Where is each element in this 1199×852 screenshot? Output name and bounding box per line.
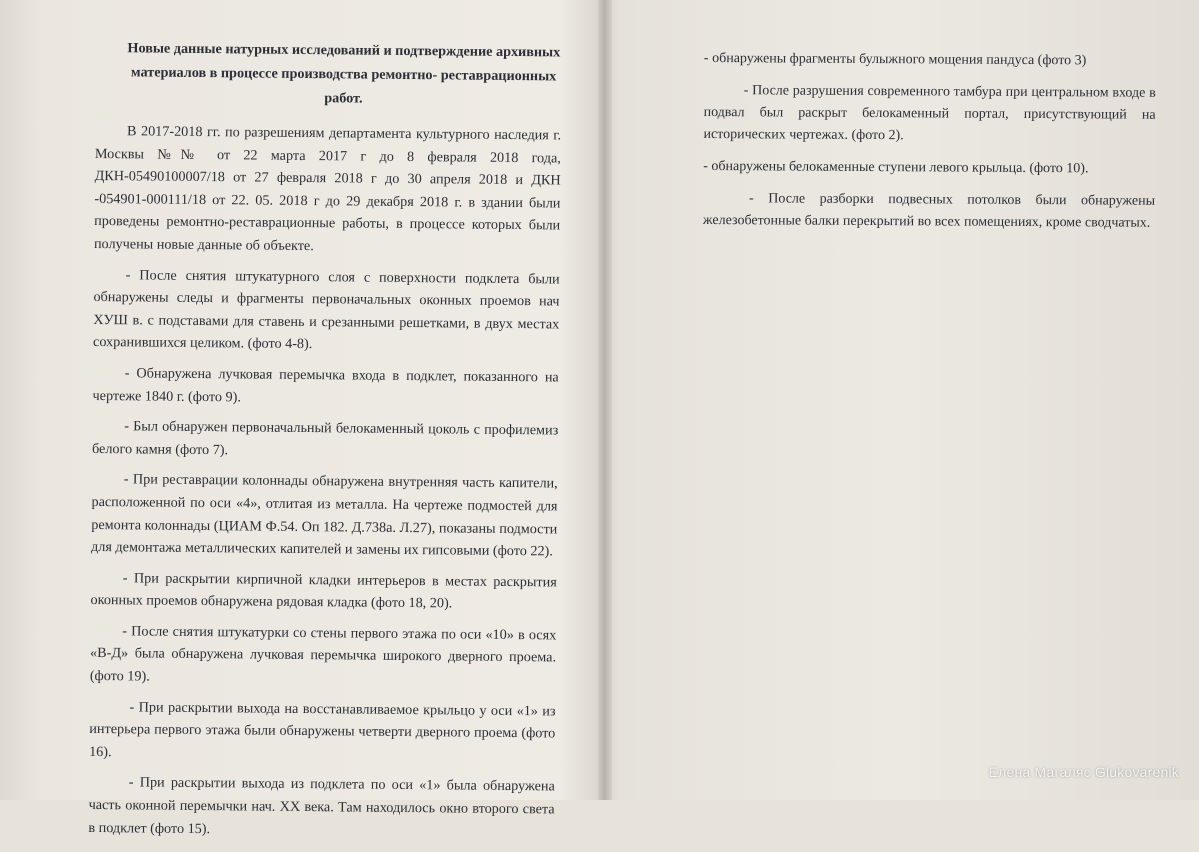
- finding-paragraph: - После разборки подвесных потолков были обнаружены железобетонные балки перекрытий во всех помещениях, кроме сводчатых.: [702, 191, 1156, 231]
- finding-paragraph: - Был обнаружен первоначальный белокаменный цоколь с профилемиз белого камня (фото 7).: [91, 418, 559, 459]
- left-page: [88, 36, 562, 852]
- finding-paragraph: - После разрушения современного тамбура при центральном входе в подвал был раскрыт белокаменный портал, присутствующий на исторических чертежах. (фото 2).: [703, 83, 1156, 144]
- document-title: Новые данные натурных исследований и подтверждение архивных материалов в процессе производства ремонтно- реставрационных работ.: [127, 40, 561, 107]
- finding-paragraph: - При раскрытии кирпичной кладки интерьеров в местах раскрытия оконных проемов обнаружена рядовая кладка (фото 18, 20).: [90, 569, 557, 612]
- finding-paragraph: - При реставрации колоннады обнаружена внутренняя часть капители, расположенной по оси «4», отлитая из металла. На чертеже подмостей для ремонта колоннады (ЦИАМ Ф.54. Оп 182. Д.738а. Л.27), показаны подмости для демонтажа металлических капителей и замены их гипсовыми (фото 22).: [91, 471, 558, 560]
- right-page: [703, 48, 1156, 245]
- intro-paragraph: В 2017-2018 гг. по разрешениям департамента культурного наследия г. Москвы №№ от 22 марта 2017 г до 8 февраля 2018 года, ДКН-05490100007/18 от 27 февраля 2018 г до 30 апреля 2018 и ДКН -054901-000111/18 от 22. 05. 2018 г до 29 декабря 2018 г. в здании были проведены ремонтно-реставрационные работы, в процессе которых были получены новые данные об объекте.: [93, 123, 562, 255]
- page-gutter: [598, 0, 612, 800]
- finding-paragraph: - обнаружены фрагменты булыжного мощения пандуса (фото 3): [703, 50, 1087, 69]
- finding-paragraph: - При раскрытии выхода на восстанавливаемое крыльцо у оси «1» из интерьера первого этажа были обнаружены четверти дверного проема (фото 16).: [89, 699, 556, 761]
- finding-paragraph: - При раскрытии выхода из подклета по оси «1» была обнаружена часть оконной перемычки нач. XX века. Там находилось окно второго света в подклет (фото 15).: [88, 774, 555, 837]
- finding-paragraph: - После снятия штукатурного слоя с поверхности подклета были обнаружены следы и фрагменты первоначальных оконных проемов нач ХУШ в. с подставами для ставень и срезанными решетками, в двух местах сохранившихся целиком. (фото 4-8).: [92, 266, 560, 353]
- finding-paragraph: - обнаружены белокаменные ступени левого крыльца. (фото 10).: [703, 158, 1089, 177]
- finding-paragraph: - После снятия штукатурки со стены первого этажа по оси «10» в осях «В-Д» была обнаружена лучковая перемычка широкого дверного проема. (фото 19).: [89, 623, 557, 685]
- photo-watermark: Елена Магаляс Glukovarenik: [988, 764, 1179, 780]
- finding-paragraph: - Обнаружена лучковая перемычка входа в подклет, показанного на чертеже 1840 г. (фото 9).: [92, 365, 559, 405]
